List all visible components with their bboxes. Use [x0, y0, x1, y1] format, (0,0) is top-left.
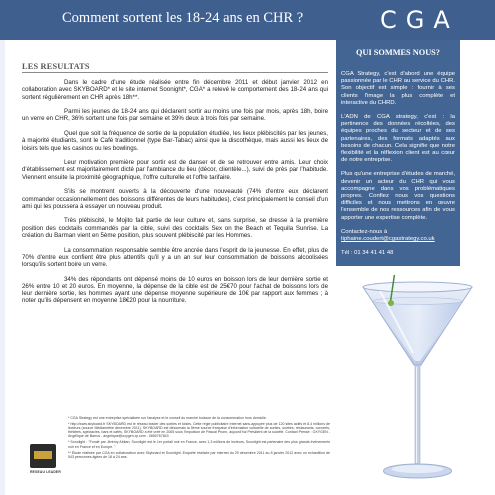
cga-logo: CGA: [380, 6, 459, 34]
article-paragraph: S'ils se montrent ouverts à la découverte d'une nouveauté (74% d'entre eux déclarent commander occasionnellement des boissons différentes de leurs habitudes), c'est principalement le conseil d'un ami qui les poussera à essayer un nouveau produit.: [22, 188, 328, 210]
left-margin-stripe: [0, 40, 5, 495]
sidebar-paragraph: L'ADN de CGA strategy, c'est : la pertinence des données récoltées, des équipes proches du secteur et de ses partenaires, des formats adaptés aux besoins de chacun. Cela signifie que notre flexibilité et la réflexion client est au cœur de notre entreprise.: [341, 114, 455, 164]
article-paragraph: Dans le cadre d'une étude réalisée entre fin décembre 2011 et début janvier 2012 en collaboration avec SKYBOARD* et le site internet Soonight*, CGA* a relevé le comportement des 18-24 ans qui sortent régulièrement en CHR après 18h**.: [22, 79, 328, 101]
sidebar-paragraph: CGA Strategy, c'est d'abord une équipe passionnée par le CHR au service du CHR. Son objectif est simple : fournir à ses clients l'image la plus complète et interactive du CHRD.: [341, 71, 455, 106]
main-article: [22, 62, 328, 312]
footnote: * CGA Strategy est une entreprise spécialisée sur l'analyse et le conseil du marché boisson de la consommation hors domicile.: [68, 416, 267, 420]
partner-logo: [22, 444, 69, 478]
contact-line: [341, 236, 455, 243]
article-paragraph: La consommation responsable semble être ancrée dans l'esprit de la jeunesse. En effet, plus de 70% d'entre eux confient être plus attentifs qu'il y a un an sur leur consommation de boissons alcoolisées lorsqu'ils sortent boire un verre.: [22, 246, 328, 269]
article-paragraph: 34% des répondants ont dépensé moins de 10 euros en boisson lors de leur dernière sortie et 26% entre 10 et 20 euros. En moyenne, la dépense de la cible est de 25€70 pour l'achat de boissons lors de leur dernière sortie, les hommes ayant une dépense moyenne supérieure de 10€ par rapport aux femmes ; à noter qu'ils dépensent en moyenne 18€20 pour la nourriture.: [22, 275, 328, 305]
partner-badge-stripe: [34, 451, 52, 459]
article-paragraph: Parmi les jeunes de 18-24 ans qui déclarent sortir au moins une fois par mois, après 18h, boire un verre en CHR, 36% sortent une fois par semaine et 39% deux à trois fois par semaine.: [22, 108, 328, 123]
article-paragraph: Très plébiscité, le Mojito fait partie de leur culture et, sans surprise, se dresse à la première position des cocktails commandés par la cible, suivi des cocktails Sex on the Beach et Tequila Sunrise. La création du Barman vient en 5ème position, plus souvent plébiscité par les Hommes.: [22, 217, 328, 239]
about-sidebar: [336, 40, 460, 266]
sidebar-title: QUI SOMMES NOUS?: [356, 48, 440, 57]
footnotes: [68, 416, 330, 461]
article-paragraph: Quel que soit la fréquence de sortie de la population étudiée, les lieux plébiscités par les jeunes, à majorité étudiants, sont le Café traditionnel (type Bar-Tabac) ainsi que la discothèque, mais aussi les lieux de loisirs tels que les casinos ou les bowlings.: [22, 130, 328, 152]
header-banner: [0, 0, 495, 40]
section-divider: [22, 72, 328, 73]
article-paragraph: Leur motivation première pour sortir est de danser et de se retrouver entre amis. Leur choix d'établissement est majoritairement dicté par l'ambiance du lieu (décor, clientèle...), suivi de près par l'habitude. Viennent ensuite la proximité géographique, l'offre culturelle et l'offre tarifaire.: [22, 159, 328, 181]
partner-label: RESEAU LEADER: [30, 470, 61, 474]
footnote: * http://www.skyboard.fr SKYBOARD est le réseau leader des sorties et loisirs. Cette régie publicitaire Internet sans-appuyée plus de 120 sites actifs et 8,4 millions de lecteurs (source Médiamétrie décembre 2011). SKYBOARD est désormais la 5ème source française d'information culturelle de sorties, soirées, restaurants, concerts, théâtres, spectacles, bars et cafés. SKYBOARD a été créé en 2005 sous l'impulsion de Pascal Prunn, aujourd'hui Président de la société. Contact Presse : OXYGEN - Angélique de Barros - angelique@oxygen-rp.com - 0650767843: [68, 422, 330, 439]
cocktail-glass-illustration: [355, 275, 480, 490]
page-title: Comment sortent les 18-24 ans en CHR ?: [62, 10, 304, 26]
footnote: * Soonlight : "Fondé par Jérémy Abitan, Soonlight est le 1er portail noir en France, avec 1,3 millions de lecteurs, Soonlight est partenaire des plus grands événements noir en France et en Europe. ": [68, 440, 330, 449]
contact-email-link[interactable]: tiphaine.coudert@cgastrategy.co.uk: [341, 236, 435, 243]
sidebar-paragraph: Plus qu'une entreprise d'études de marché, devenir un acteur du CHR qui vous accompagne dans vos problématiques propres. Confiez nous vos questions difficiles et nous mettrons en œuvre l'ensemble de nos ressources afin de vous apporter une expertise complète.: [341, 171, 455, 221]
section-title: LES RESULTATS: [22, 62, 90, 71]
contact-label: Contactez-nous à: [341, 228, 388, 235]
contact-phone: Tél : 01 34 41 41 48: [341, 250, 394, 257]
footnote: ** Étude réalisée par CGA en collaboration avec Skyboard et Soonlight. Enquête réalisée par internet du 29 décembre 2011 au 8 janvier 2012 avec un échantillon de 543 personnes âgées de 18 à 24 ans.: [68, 450, 330, 459]
